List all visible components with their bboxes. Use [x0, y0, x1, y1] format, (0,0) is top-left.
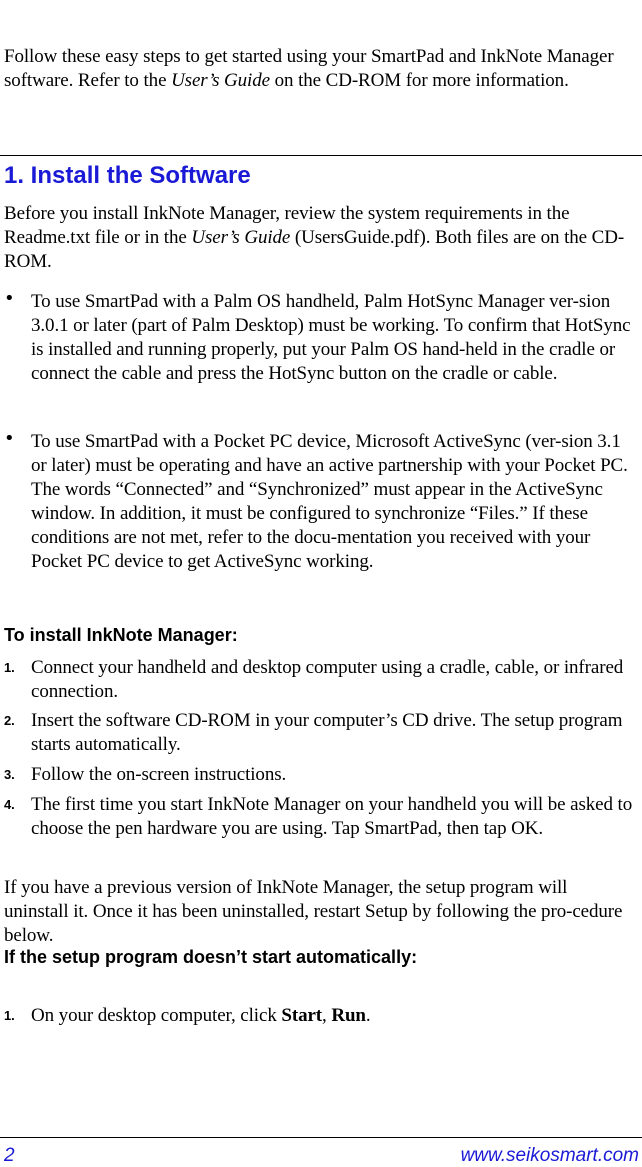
- bullet-text-pocketpc: To use SmartPad with a Pocket PC device, Microsoft ActiveSync (ver-sion 3.1 or later) must be operating and have an active partnership with your Pocket PC. The words “Connected” and “Synchronized” must appear in the ActiveSync window. In addition, it must be configured to synchronize “Files.” If these conditions are not met, refer to the docu-mentation you received with your Pocket PC device to get ActiveSync working.: [31, 431, 628, 572]
- install-step-4: [4, 793, 634, 841]
- bullet-icon: •: [4, 428, 15, 449]
- step-text: Connect your handheld and desktop computer using a cradle, cable, or infrared connection.: [31, 657, 624, 702]
- intro-users-guide: User’s Guide: [171, 70, 270, 91]
- step-text: Insert the software CD-ROM in your computer’s CD drive. The setup program starts automatically.: [31, 710, 623, 755]
- section-text-before: Before you install InkNote Manager, review the system requirements in the Readme.txt file or in the: [4, 203, 570, 248]
- install-note: If you have a previous version of InkNote Manager, the setup program will uninstall it. Once it has been uninstalled, restart Setup by following the pro-cedure below.: [4, 877, 623, 946]
- section-heading: 1. Install the Software: [4, 162, 251, 189]
- manual-heading: If the setup program doesn’t start automatically:: [4, 947, 418, 967]
- bullet-item-pocketpc: [4, 430, 634, 574]
- bullet-icon: •: [4, 288, 15, 309]
- step-number: 1.: [4, 660, 15, 675]
- manual-step-after: .: [365, 1005, 371, 1026]
- step-text: The first time you start InkNote Manager on your handheld you will be asked to choose the pen hardware you are using. Tap SmartPad, then tap OK.: [31, 794, 633, 839]
- section-users-guide: User’s Guide: [191, 227, 291, 248]
- section-divider: [0, 155, 642, 156]
- run-command: Run: [331, 1005, 366, 1026]
- intro-text-before: Follow these easy steps to get started using your SmartPad and InkNote Manager software. Refer to the: [4, 46, 614, 91]
- step-number: 2.: [4, 713, 15, 728]
- bullet-item-palm: [4, 290, 634, 386]
- step-text: [31, 1004, 634, 1028]
- install-step-3: [4, 763, 634, 787]
- intro-paragraph: [4, 45, 634, 93]
- bullet-text-palm: To use SmartPad with a Palm OS handheld, Palm HotSync Manager ver-sion 3.0.1 or later (part of Palm Desktop) must be working. To confirm that HotSync is installed and running properly, put your Palm OS hand-held in the cradle or connect the cable and press the HotSync button on the cradle or cable.: [31, 291, 631, 384]
- step-number: 3.: [4, 767, 15, 782]
- footer-divider: [0, 1137, 642, 1138]
- step-text: Follow the on-screen instructions.: [31, 764, 287, 785]
- manual-step-1: [4, 1004, 634, 1028]
- step-number: 1.: [4, 1008, 15, 1023]
- footer-url[interactable]: www.seikosmart.com: [460, 1145, 639, 1166]
- intro-text-after: on the CD-ROM for more information.: [269, 70, 569, 91]
- manual-step-before: On your desktop computer, click: [31, 1005, 282, 1026]
- page-number: 2: [4, 1145, 15, 1166]
- step-number: 4.: [4, 797, 15, 812]
- command-separator: ,: [322, 1005, 332, 1026]
- section-text-after: (UsersGuide.pdf). Both files are on the CD-ROM.: [4, 227, 625, 272]
- section-paragraph: [4, 202, 634, 274]
- install-step-1: [4, 656, 634, 704]
- start-command: Start: [281, 1005, 323, 1026]
- install-step-2: [4, 709, 634, 757]
- install-heading: To install InkNote Manager:: [4, 625, 238, 645]
